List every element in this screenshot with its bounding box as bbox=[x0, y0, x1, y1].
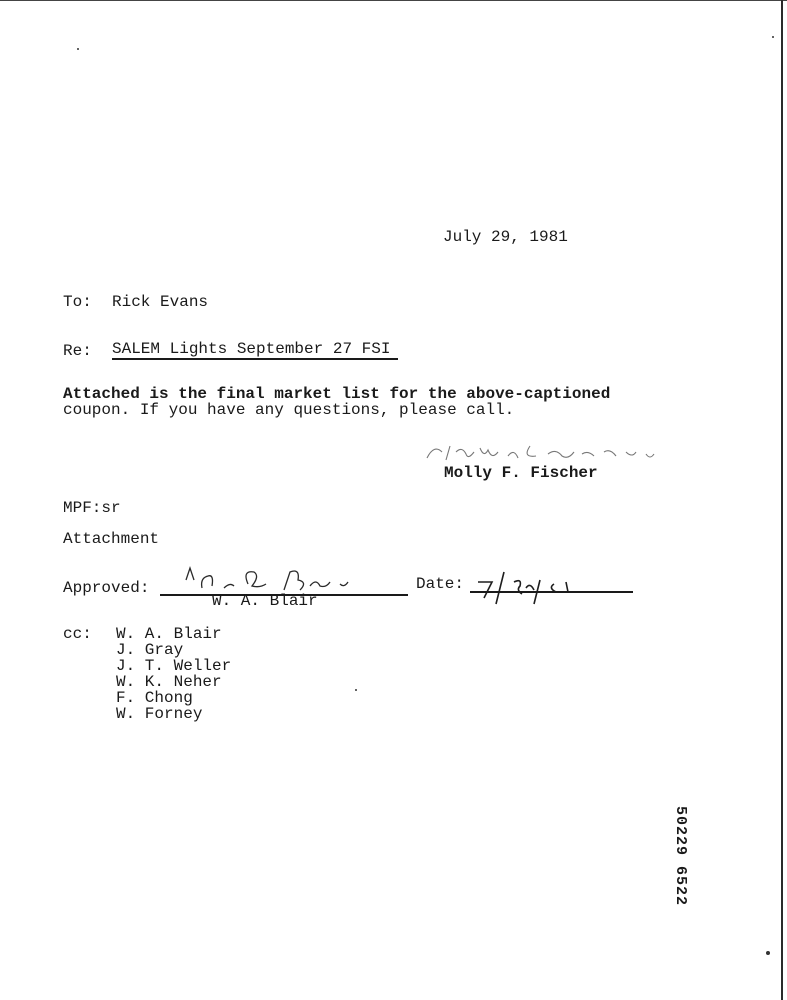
to-label: To: bbox=[63, 293, 92, 311]
body-line-2: coupon. If you have any questions, please call. bbox=[63, 401, 515, 419]
re-subject-underline bbox=[112, 358, 398, 360]
body-line-1: Attached is the final market list for the above-captioned bbox=[63, 385, 611, 403]
cc-item: J. T. Weller bbox=[116, 657, 232, 675]
scan-speck bbox=[772, 36, 774, 38]
re-label: Re: bbox=[63, 342, 92, 360]
cc-item: W. A. Blair bbox=[116, 625, 222, 643]
cc-item: W. Forney bbox=[116, 705, 203, 723]
cc-item: W. K. Neher bbox=[116, 673, 222, 691]
re-subject: SALEM Lights September 27 FSI bbox=[112, 340, 391, 358]
memo-date: July 29, 1981 bbox=[443, 228, 568, 246]
scan-speck bbox=[355, 689, 357, 691]
cc-label: cc: bbox=[63, 625, 92, 643]
page-right-edge bbox=[781, 0, 783, 1000]
to-recipient: Rick Evans bbox=[112, 293, 209, 311]
approval-date-line bbox=[470, 591, 633, 593]
attachment-note: Attachment bbox=[63, 530, 160, 548]
typist-initials: MPF:sr bbox=[63, 499, 121, 517]
approved-label: Approved: bbox=[63, 579, 150, 597]
signer-name: Molly F. Fischer bbox=[444, 464, 598, 482]
cc-item: J. Gray bbox=[116, 641, 184, 659]
date-label: Date: bbox=[416, 575, 465, 593]
handwritten-date bbox=[474, 566, 594, 606]
document-id: 50229 6522 bbox=[672, 806, 689, 907]
approver-name: W. A. Blair bbox=[212, 592, 318, 610]
page-top-edge bbox=[0, 0, 787, 1]
cc-item: F. Chong bbox=[116, 689, 193, 707]
scan-speck bbox=[766, 951, 770, 955]
scan-speck bbox=[77, 48, 79, 50]
